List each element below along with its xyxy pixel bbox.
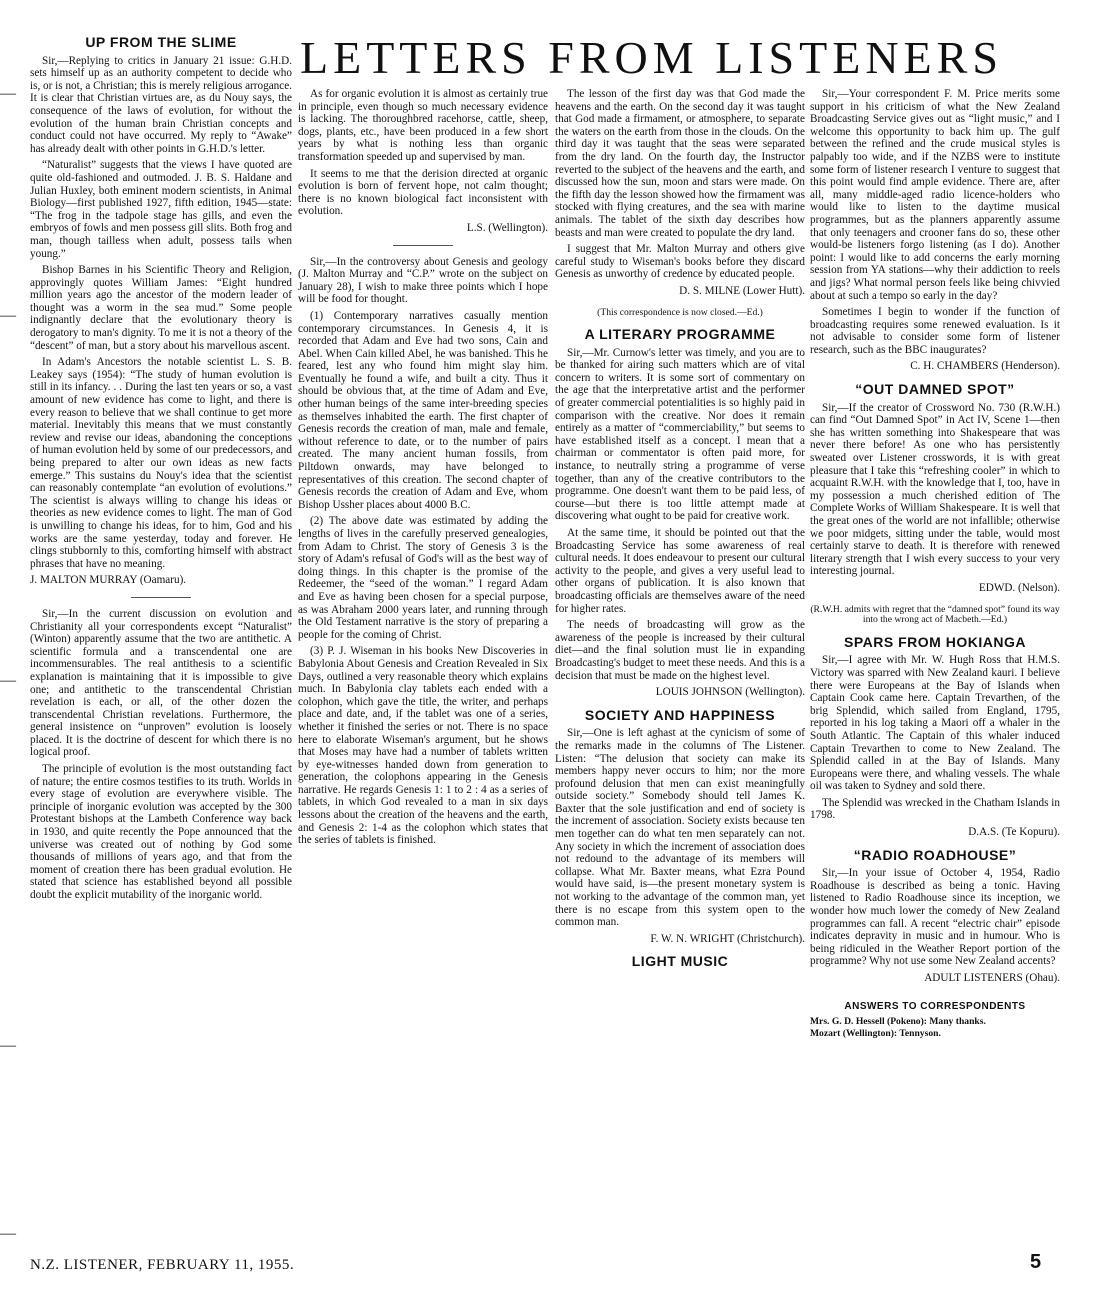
answer-line: Mrs. G. D. Hessell (Pokeno): Many thanks. [810,1016,986,1028]
letter-paragraph: Sometimes I begin to wonder if the function of broadcasting requires some renewed evaluation. Is it not advisable to consider some form of listener research, such as the BBC inaugurates? [810,306,1060,356]
margin-mark-icon: — [0,1037,16,1054]
letter-paragraph: Sir,—One is left aghast at the cynicism of some of the remarks made in the columns of The Listener. Listen: “The delusion that society can make its members happy never occurs to him; nor the more profound delusion that men can exist meaningfully outside society.” Somebody should tell James K. Baxter that the sole justification and end of society is the increment of association. Society exists because ten men together can do what ten men separately can not. Any society in which the increment of association does not redound to the advantage of its members will collapse. What Mr. Baxter means, what Ezra Pound would have said, is—the present monetary system is not working to the advantage of the common man, yet there is no escape from this system open to the common man. [555,727,805,929]
heading-out-damned-spot: “OUT DAMNED SPOT” [855,381,1015,398]
letter-signature: D. S. MILNE (Lower Hutt). [679,284,805,297]
letter-paragraph: As for organic evolution it is almost as certainly true in principle, even though so much necessary evidence is lacking. The thoroughbred racehorse, cattle, sheep, dogs, plants, etc., have been produced in a few short years by what is nothing less than organic transformation speeded up and supervised by man. [298,88,548,163]
letter-paragraph: “Naturalist” suggests that the views I have quoted are quite old-fashioned and outmoded. J. B. S. Haldane and Julian Huxley, both eminent modern scientists, in Animal Biology—first published 1927, fifth edition, 1945—state: “The frog in the tadpole stage has gills, and even the embryos of fowls and men possess gill slits. Both frog and man, though tailless when adult, possess tails when young.” [30,159,292,260]
letter-paragraph: Sir,—If the creator of Crossword No. 730 (R.W.H.) can find “Out Damned Spot” in Act IV, Scene 1—then she has written something into Shakespeare that was never there before! As one who has persistently sweated over Listener crosswords, it is with great pleasure that I take this “refreshing cooler” in which to acquaint R.W.H. with the knowledge that I, too, have in my possession a much cherished edition of The Complete Works of William Shakespeare. It is well that the great ones of the world are not infallible; otherwise we poor midgets, sitting under the table, would most certainly starve to death. It is therefore with renewed literary strength that I wish every success to your very interesting journal. [810,401,1060,578]
letter-signature: D.A.S. (Te Kopuru). [968,826,1060,839]
letter-paragraph: (2) The above date was estimated by adding the lengths of lives in the carefully preserved genealogies, from Adam to Christ. The story of Genesis 3 is the story of Adam's refusal of God's will as the best way of doing things. In this chapter is the promise of the Redeemer, the “seed of the woman.” I regard Adam and Eve as having been chosen for a special purpose, as was Abraham 2000 years later, and running through the Old Testament narrative is the story of preparing a people for the coming of Christ. [298,515,548,641]
letter-paragraph: Sir,—Mr. Curnow's letter was timely, and you are to be thanked for airing such matters which are of vital concern to writers. It is some sort of commentary on the age that the interpretative artist and the performer of greater commercial potentialities is so highly paid in comparison with the creative. Nor does it remain entirely as a matter of “commerciability,” but seems to have established itself as a concept. I mean that a chairman or commentator is often paid more, for instance, to neutrally string a programme of verse together, than any of the creative contributors to the programme. One doesn't want them to be paid less, of course—but there is too little attempt made at discovering what ought to be paid for creative work. [555,346,805,523]
editor-note: (R.W.H. admits with regret that the “damned spot” found its way into the wrong act of Macbeth.—Ed.) [810,603,1060,626]
answer-line: Mozart (Wellington): Tennyson. [810,1028,941,1040]
letter-signature: ADULT LISTENERS (Ohau). [924,972,1060,984]
page-number: 5 [1030,1251,1042,1273]
heading-up-from-the-slime: UP FROM THE SLIME [85,34,237,50]
letter-paragraph: (3) P. J. Wiseman in his books New Discoveries in Babylonia About Genesis and Creation Revealed in Six Days, outlined a very reasonable theory which explains much. In Babylonia clay tablets each ended with a colophon, which gave the title, the writer, and perhaps place and date, and, if the tablet was one of a series, whether it finished the series or not. There is no space here to elaborate Wiseman's argument, but he shows that Moses may have had a number of tablets written by eye-witnesses handed down from generation to generation, the colophons appearing in the Genesis narrative. He regards Genesis 1: 1 to 2 : 4 as a series of tablets, in which God revealed to a man in six days lessons about the creation of the heavens and the earth, and Genesis 2: 1-4 as the colophon which states that the series of tablets is finished. [298,645,548,847]
letter-paragraph: I suggest that Mr. Malton Murray and others give careful study to Wiseman's books before they discard Genesis as unworthy of credence by educated people. [555,243,805,281]
letter-paragraph: Sir,—In your issue of October 4, 1954, Radio Roadhouse is described as being a tonic. Having listened to Radio Roadhouse since its inception, we wonder how much lower the comedy of New Zealand programmes can fall. A recent “electric chair” episode indicates depravity in music and in humour. Who is being ridiculed in the Weather Report portion of the programme? Why not use some New Zealand accents? [810,867,1060,968]
letter-paragraph: The lesson of the first day was that God made the heavens and the earth. On the second day it was taught that God made a firmament, or atmosphere, to separate the waters on the earth from those in the clouds. On the third day it was taught that the seas were separated from the dry land. On the fourth day, the Instructor reverted to the subject of the heavens and the earth, and discussed how the sun, moon and stars were made. On the fifth day the lesson showed how the firmament was stocked with flying creatures, and the sea with marine animals. The tablet of the sixth day describes how beasts and man were created to populate the dry land. [555,88,805,239]
letter-paragraph: Sir,—Your correspondent F. M. Price merits some support in his criticism of what the New Zealand Broadcasting Service gives out as “light music,” and I welcome this opportunity to back him up. The gulf between the refined and the crude musical styles is palpably too wide, and if the NZBS were to institute some form of listener research I venture to suggest that this point would find ample evidence. There are, after all, many middle-aged radio licence-holders who would like to listen to the daytime musical programmes, but as the planners apparently assume that only teenagers and crooner fans do so, these other would-be listeners forgo listening (as I do). Another point: I would like to add concerns the early morning session from YA stations—why their addiction to reels and jigs? What normal person feels like being chivvied about at such a tempo so early in the day? [810,88,1060,302]
heading-a-literary-programme: A LITERARY PROGRAMME [584,326,776,343]
letter-paragraph: The Splendid was wrecked in the Chatham Islands in 1798. [810,796,1060,822]
heading-society-and-happiness: SOCIETY AND HAPPINESS [584,706,776,723]
letter-paragraph: (1) Contemporary narratives casually mention contemporary circumstances. In Genesis 4, it is recorded that Adam and Eve had two sons, Cain and Abel. When Cain killed Abel, he was banished. This he feared, lest any who found him might slay him. Eventually he found a wife, and built a city. Thus it should be obvious that, at the time of Adam and Eve, other human beings of the same inter-breeding species as themselves inhabited the earth. The first chapter of Genesis records the creation of man, male and female, without reference to date, or to the number of pairs created. The many ancient human fossils, from Piltdown onwards, may have belonged to representatives of this creation. The second chapter of Genesis records the creation of Adam and Eve, whom Bishop Ussher places about 4000 B.C. [298,309,548,511]
divider [131,597,191,598]
letter-paragraph: Bishop Barnes in his Scientific Theory and Religion, approvingly quotes William James: “Eight hundred million years ago the ancestor of the modern leader of thought was a worm in the sea mud.” Some people indignantly declare that the evolutionary theory is derogatory to man's dignity. To me it is not a theory of the “descent” of man, but a story about his marvellous ascent. [30,264,292,352]
answers-to-correspondents-title: ANSWERS TO CORRESPONDENTS [844,1000,1026,1012]
letter-signature: J. MALTON MURRAY (Oamaru). [30,574,187,587]
column-2 [298,88,548,851]
letter-paragraph: Sir,—Replying to critics in January 21 issue: G.H.D. sets himself up as an authority competent to decide who is, or is not, a Christian; this is merely religious arrogance. It is clear that Christian virtues are, as du Nouy says, the consequence of the laws of evolution, for without the evolution of the human brain Christian concepts and conduct could not have occurred. My reply to “Awake” has already dealt with other points in G.H.D.'s letter. [30,54,292,155]
letter-paragraph: Sir,—In the current discussion on evolution and Christianity all your correspondents except “Naturalist” (Winton) apparently assume that the two are antithetic. A scientific formula and a transcendental one are incommensurables. The real antithesis to a scientific explanation is maintaining that it is impossible to give one; and antithetic to the transcendental Christian revelation is each, or all, of the other dozen the transcendental Christian revelations. Furthermore, the general insistence on “unproven” evolution is loosely placed. It is the doctrine of descent for which there is no logical proof. [30,607,292,759]
column-1 [30,36,292,906]
letter-paragraph: It seems to me that the derision directed at organic evolution is born of fervent hope, not calm thought; there is no known biological fact inconsistent with evolution. [298,167,548,218]
margin-mark-icon: — [0,1225,16,1242]
letter-signature: F. W. N. WRIGHT (Christchurch). [650,932,805,945]
heading-spars-from-hokianga: SPARS FROM HOKIANGA [844,633,1026,650]
letter-signature: C. H. CHAMBERS (Henderson). [910,360,1060,373]
letter-signature: L.S. (Wellington). [466,221,548,234]
column-3 [555,88,805,974]
letter-paragraph: In Adam's Ancestors the notable scientist L. S. B. Leakey says (1954): “The study of human evolution is still in its infancy. . . During the last ten years or so, a vast amount of new evidence has come to light, and there is every reason to believe that we shall continue to get more material. Inevitably this means that we must constantly review and revise our ideas, abandoning the conceptions of human evolution held by some of our predecessors, and being prepared to alter our own ideas as new facts emerge.” This sustains du Nouy's idea that the scientist can reasonably contemplate “an evolution of evolutions.” The scientist is always willing to change his ideas or theories as new evidence comes to light. The man of God is unwilling to change his ideas, for to him, God and his works are the same yesterday, today and forever. He clings stubbornly to this, comforting himself with abstract phrases that have no meaning. [30,356,292,570]
letter-signature: LOUIS JOHNSON (Wellington). [655,686,805,699]
letter-paragraph: At the same time, it should be pointed out that the Broadcasting Service has some awareness of real cultural needs. It does endeavour to present our cultural activity to the people, and gives a very useful lead to other organs of publication. It is also known that broadcasting officials are themselves aware of the need for higher rates. [555,527,805,615]
divider [393,245,453,246]
heading-radio-roadhouse: “RADIO ROADHOUSE” [853,846,1017,863]
column-4 [810,88,1060,1040]
letter-signature: EDWD. (Nelson). [978,581,1060,594]
margin-mark-icon: — [0,672,16,689]
editor-note: (This correspondence is now closed.—Ed.) [597,306,763,318]
letter-paragraph: Sir,—In the controversy about Genesis and geology (J. Malton Murray and “C.P.” wrote on the subject on January 28), I wish to make three points which I hope will be food for thought. [298,255,548,306]
letter-paragraph: Sir,—I agree with Mr. W. Hugh Ross that H.M.S. Victory was sparred with New Zealand kauri. I believe there were Europeans at the Bay of Islands when Captain Cook came here. Captain Trevarthen, of the brig Splendid, which sailed from England, 1795, reported in his log taking a Maori off a whaler in the South Atlantic. The Captain of this whaler induced Captain Trevarthen to come to New Zealand. The Splendid called in at the Bay of Islands. Many Europeans were there, and whaling vessels. The whale oil was taken to Sydney and sold there. [810,654,1060,793]
margin-mark-icon: — [0,85,16,102]
margin-mark-icon: — [0,307,16,324]
masthead-title: LETTERS FROM LISTENERS [300,32,1003,83]
heading-light-music: LIGHT MUSIC [631,953,729,970]
letter-paragraph: The needs of broadcasting will grow as the awareness of the people is increased by their cultural diet—and the final solution must lie in expanding Broadcasting's budget to meet these needs. And this is a decision that must be made on the highest level. [555,619,805,682]
letter-paragraph: The principle of evolution is the most outstanding fact of nature; the entire cosmos testifies to its truth. Worlds in every stage of evolution are everywhere visible. The principle of inorganic evolution was accepted by the 300 Protestant bishops at the Lambeth Conference way back in 1930, and quite recently the Pope announced that the universe was created out of nothing by God some thousands of millions of years ago, and that from the moment of creation there has been gradual evolution. He stated that science has established beyond all possible doubt the explicit mutability of the inorganic world. [30,763,292,901]
publication-footer: N.Z. LISTENER, FEBRUARY 11, 1955. [30,1257,295,1273]
